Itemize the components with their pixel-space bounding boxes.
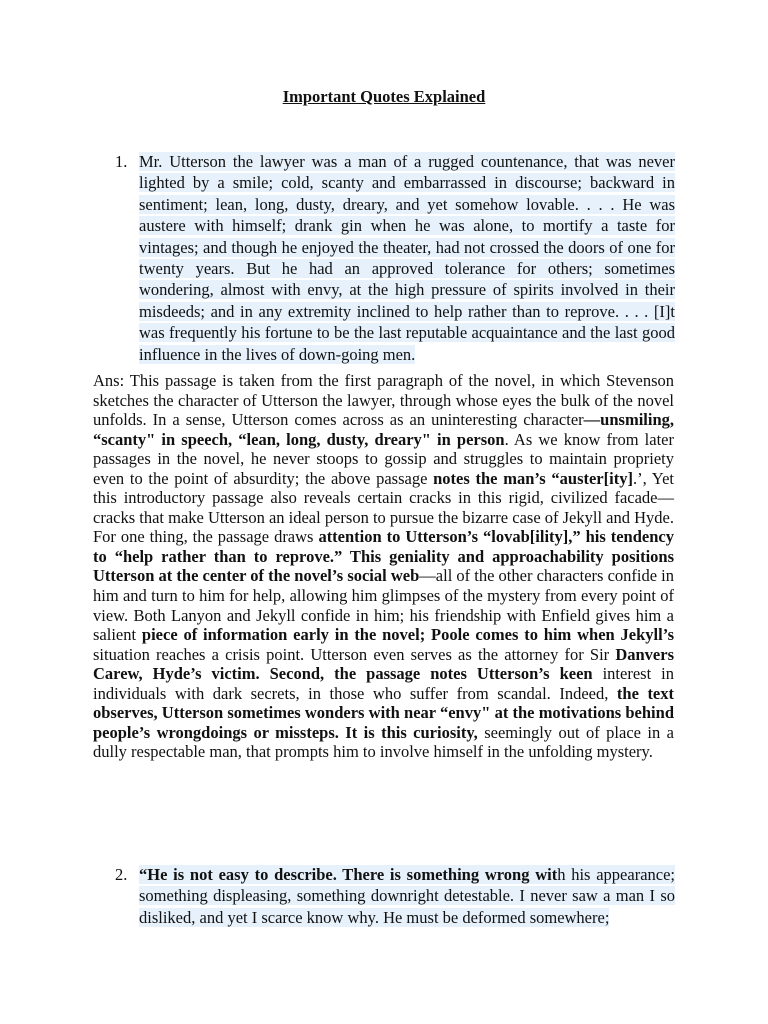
answer-bold-6: the text observes, Utterson sometimes wonders with near “envy" at the motivations behind people’s wrongdoings or missteps. It is this curiosity, xyxy=(93,683,675,742)
quote-1 xyxy=(115,151,675,365)
quote-1-number: 1. xyxy=(115,152,128,171)
answer-text-2: . As we know from later passages in the novel, he never stoops to gossip and struggles to maintain propriety even to the point of absurdity; the above passage xyxy=(93,429,674,488)
answer-text-4: —all of the other characters confide in him and turn to him for help, allowing him glimpses of the mystery from every point of view. Both Lanyon and Jekyll confide in him; his friendship with Enfield gives him a salient xyxy=(93,566,675,645)
quote-1-text: Mr. Utterson the lawyer was a man of a rugged countenance, that was never lighted by a smile; cold, scanty and embarrassed in discourse; backward in sentiment; lean, long, dusty, dreary, and yet somehow lovable. . . . He was austere with himself; drank gin when he was alone, to mortify a taste for vintages; and though he enjoyed the theater, had not crossed the doors of one for twenty years. But he had an approved tolerance for others; sometimes wondering, almost with envy, at the high pressure of spirits involved in their misdeeds; and in any extremity inclined to help rather than to reprove. . . . [I]t was frequently his fortune to be the last reputable acquaintance and the last good influence in the lives of down-going men. xyxy=(139,152,675,364)
answer-text-6: interest in individuals with dark secrets, in those who suffer from scandal. Indeed, xyxy=(93,664,674,703)
answer-bold-3: attention to Utterson’s “lovab[ility],” his tendency to “help rather than to reprove.” This geniality and approachability positions Utterson at the center of the novel’s social web xyxy=(93,527,674,586)
quote-2-bold-text: “He is not easy to describe. There is something wrong wit xyxy=(139,865,558,884)
quote-2-number: 2. xyxy=(115,865,128,884)
answer-bold-2: notes the man’s “auster[ity] xyxy=(433,468,633,488)
answer-bold-1: —unsmiling, “scanty" in speech, “lean, long, dusty, dreary" in person xyxy=(93,410,674,449)
quote-2-text: h his appearance; something displeasing, something downright detestable. I never saw a man I so disliked, and yet I scarce know why. He must be deformed somewhere; xyxy=(139,865,675,927)
quote-2-highlight xyxy=(139,865,675,927)
answer-text-1: Ans: This passage is taken from the first paragraph of the novel, in which Stevenson sketches the character of Utterson the lawyer, through whose eyes the bulk of the novel unfolds. In a sense, Utterson comes across as an uninteresting character xyxy=(93,371,674,430)
page-title: Important Quotes Explained xyxy=(282,87,486,106)
answer-bold-4: piece of information early in the novel; Poole comes to him when Jekyll’s xyxy=(141,625,675,645)
answer-paragraph xyxy=(93,371,674,762)
answer-bold-5: Danvers Carew, Hyde’s victim. Second, the passage notes Utterson’s keen xyxy=(93,644,674,684)
answer-text-5: situation reaches a crisis point. Utterson even serves as the attorney for Sir xyxy=(93,644,616,664)
quote-2 xyxy=(115,864,675,928)
answer-text-3: .’, Yet this introductory passage also reveals certain cracks in this rigid, civilized facade—cracks that make Utterson an ideal person to pursue the bizarre case of Jekyll and Hyde. For one thing, the passage draws xyxy=(93,468,674,547)
answer-text-7: seemingly out of place in a dully respectable man, that prompts him to involve himself in the unfolding mystery. xyxy=(93,722,674,762)
